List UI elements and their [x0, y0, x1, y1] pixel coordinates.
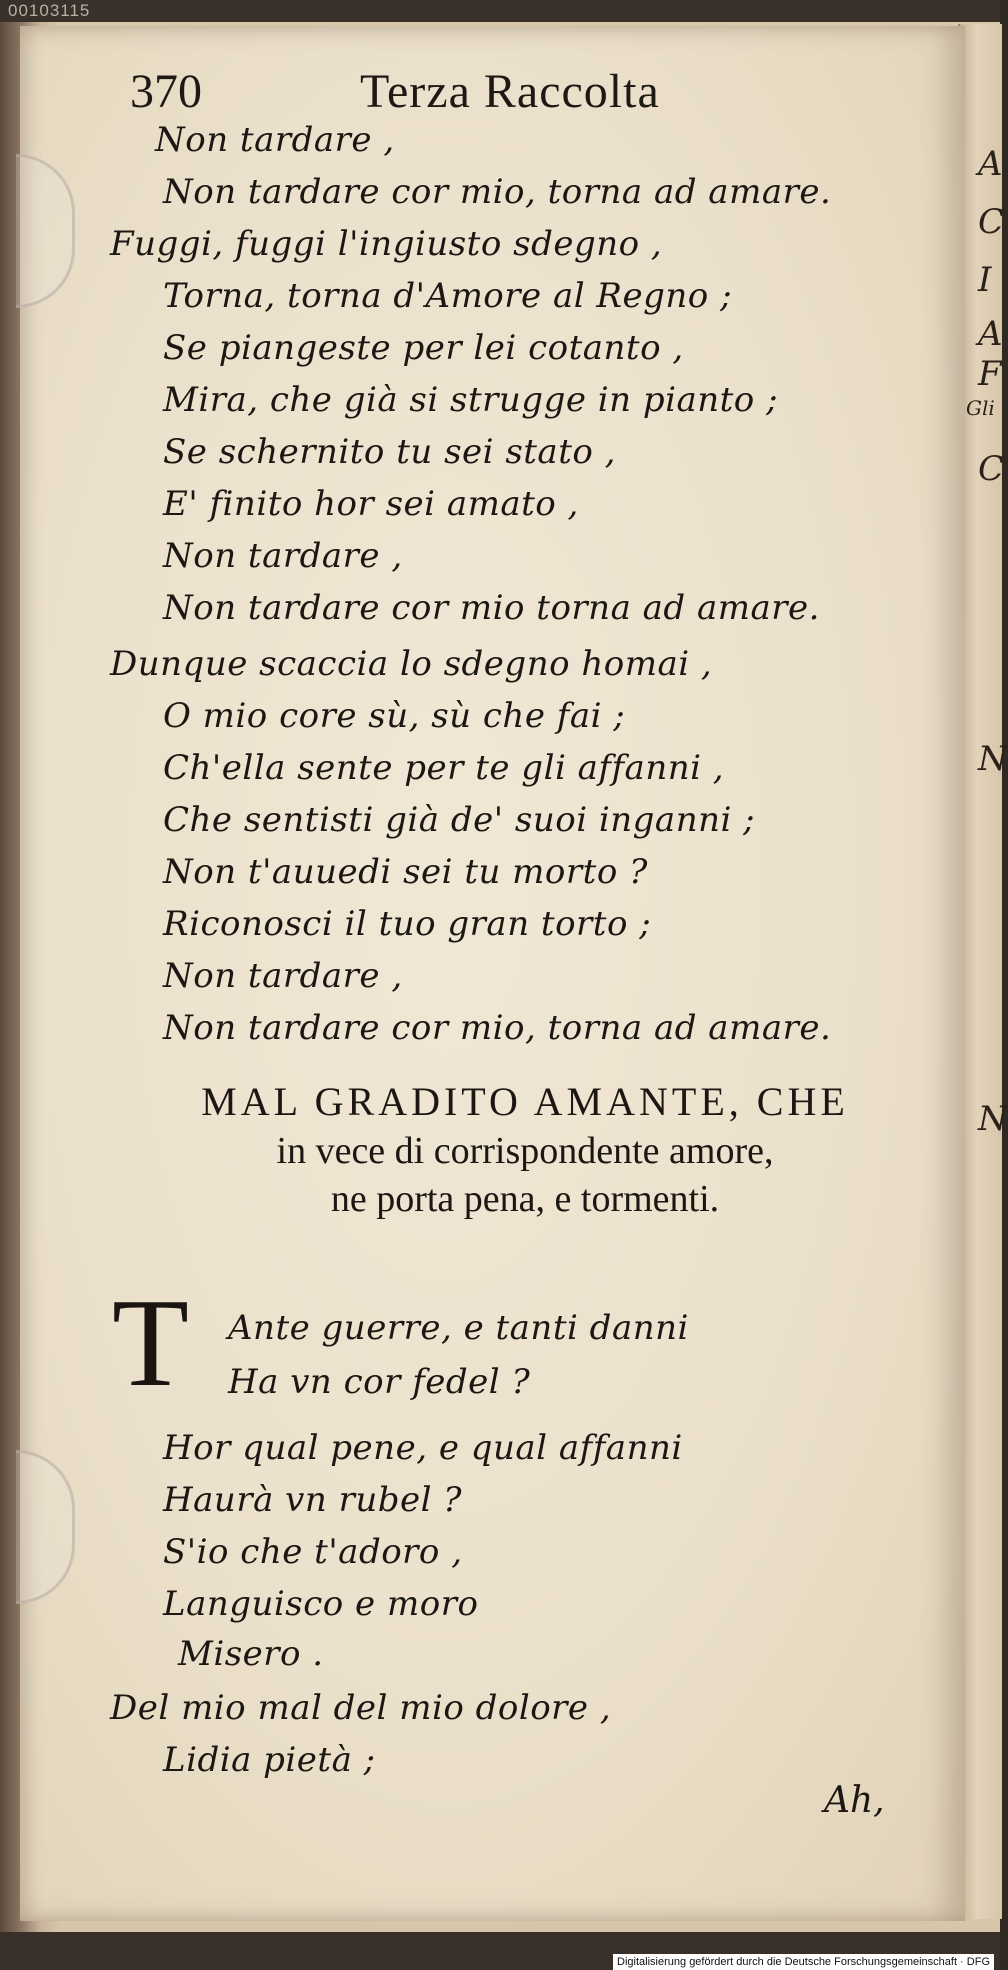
- verse-line: Ch'ella sente per te gli affanni ,: [163, 748, 725, 788]
- heading-line-3: ne porta pena, e tormenti.: [330, 1178, 720, 1220]
- verse-line: Hor qual pene, e qual affanni: [163, 1428, 683, 1468]
- verse-line: Ha vn cor fedel ?: [228, 1362, 531, 1402]
- next-page-glyph: Gli: [966, 396, 995, 420]
- verse-line: Non t'auuedi sei tu morto ?: [163, 852, 648, 892]
- verse-line: Non tardare ,: [163, 956, 403, 996]
- verse-line: Dunque scaccia lo sdegno homai ,: [110, 644, 713, 684]
- verse-line: Haurà vn rubel ?: [163, 1480, 463, 1520]
- heading-line-1: MAL GRADITO AMANTE, CHE: [201, 1079, 849, 1124]
- next-page-glyph: A: [978, 314, 1003, 354]
- verse-line: Se piangeste per lei cotanto ,: [163, 328, 684, 368]
- verse-line: Non tardare cor mio, torna ad amare.: [163, 172, 832, 212]
- verse-line: E' finito hor sei amato ,: [163, 484, 579, 524]
- next-page-glyph: I: [978, 260, 992, 300]
- funding-credit: Digitalisierung gefördert durch die Deutsche Forschungsgemeinschaft · DFG: [613, 1954, 994, 1970]
- running-head: [130, 64, 830, 128]
- heading-line-2: in vece di corrispondente amore,: [276, 1130, 774, 1172]
- drop-cap: T: [112, 1274, 189, 1413]
- verse-line: Che sentisti già de' suoi inganni ;: [163, 800, 756, 840]
- viewer-header: 00103115: [0, 0, 1000, 22]
- verse-line: Mira, che già si strugge in pianto ;: [163, 380, 779, 420]
- next-page-glyph: A: [978, 144, 1003, 184]
- catchword: Ah,: [824, 1780, 885, 1821]
- next-page-glyph: N: [978, 1099, 1008, 1139]
- verse-line: Non tardare ,: [163, 536, 403, 576]
- verse-line: Del mio mal del mio dolore ,: [110, 1688, 612, 1728]
- verse-line: Non tardare ,: [155, 120, 395, 160]
- verse-line: S'io che t'adoro ,: [163, 1532, 463, 1572]
- verse-line: Lidia pietà ;: [163, 1740, 376, 1780]
- section-heading: [110, 1078, 940, 1221]
- verse-line: Fuggi, fuggi l'ingiusto sdegno ,: [110, 224, 663, 264]
- page-clip: [16, 154, 75, 308]
- verse-line: Se schernito tu sei stato ,: [163, 432, 616, 472]
- next-page-glyph: C: [978, 449, 1005, 489]
- verse-line: Ante guerre, e tanti danni: [228, 1308, 689, 1348]
- running-title: Terza Raccolta: [360, 65, 660, 118]
- verse-line: Non tardare cor mio torna ad amare.: [163, 588, 820, 628]
- verse-line: Torna, torna d'Amore al Regno ;: [163, 276, 733, 316]
- next-page-glyph: F: [978, 354, 1002, 394]
- verse-line: Non tardare cor mio, torna ad amare.: [163, 1008, 832, 1048]
- next-page-glyph: C: [978, 202, 1005, 242]
- verse-line: Riconosci il tuo gran torto ;: [163, 904, 652, 944]
- verse-line: Languisco e moro: [163, 1584, 479, 1624]
- verse-line: Misero .: [178, 1634, 324, 1674]
- page-clip: [16, 1450, 75, 1604]
- page-number: 370: [130, 65, 202, 118]
- verse-line: O mio core sù, sù che fai ;: [163, 696, 626, 736]
- next-page-glyph: N: [978, 739, 1008, 779]
